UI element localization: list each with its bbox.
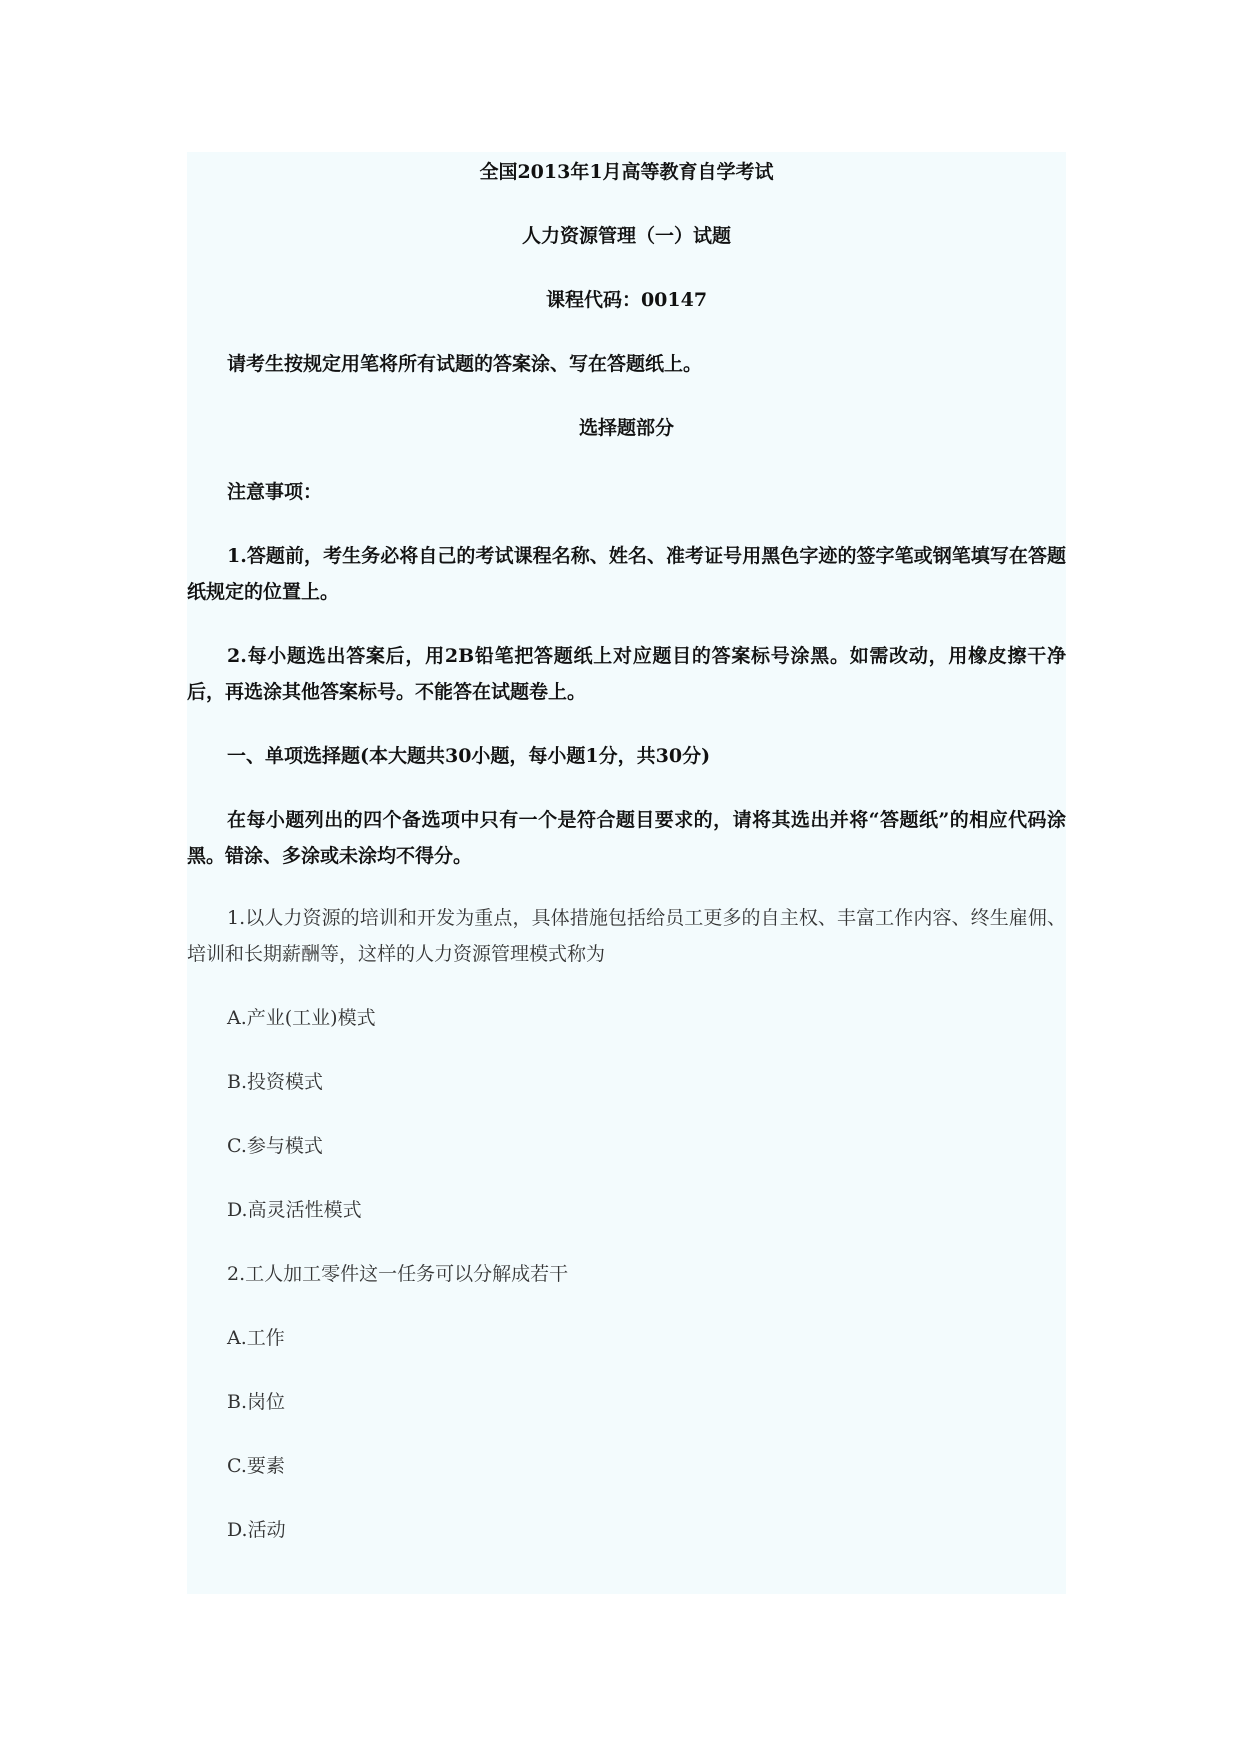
part1-instruction: 在每小题列出的四个备选项中只有一个是符合题目要求的，请将其选出并将“答题纸”的相应代码涂黑。错涂、多涂或未涂均不得分。 [187, 809, 1066, 867]
question-2-option-a: A.工作 [227, 1327, 285, 1349]
answer-instruction: 请考生按规定用笔将所有试题的答案涂、写在答题纸上。 [227, 353, 703, 375]
part1-heading: 一、单项选择题(本大题共30小题，每小题1分，共30分) [227, 745, 711, 767]
section-heading: 选择题部分 [578, 417, 674, 439]
question-1-option-c: C.参与模式 [227, 1135, 323, 1157]
question-1-option-a: A.产业(工业)模式 [227, 1007, 376, 1029]
subject-title: 人力资源管理（一）试题 [521, 225, 731, 247]
exam-title: 全国2013年1月高等教育自学考试 [479, 161, 774, 183]
exam-paper-sheet [187, 152, 1066, 1594]
course-code: 课程代码：00147 [545, 289, 708, 311]
note-2: 2.每小题选出答案后，用2B铅笔把答题纸上对应题目的答案标号涂黑。如需改动，用橡皮擦干净后，再选涂其他答案标号。不能答在试题卷上。 [187, 645, 1066, 703]
question-1-option-d: D.高灵活性模式 [227, 1199, 362, 1221]
question-1-stem: 1.以人力资源的培训和开发为重点，具体措施包括给员工更多的自主权、丰富工作内容、终生雇佣、培训和长期薪酬等，这样的人力资源管理模式称为 [187, 907, 1066, 965]
question-2-option-b: B.岗位 [227, 1391, 286, 1413]
question-1-option-b: B.投资模式 [227, 1071, 324, 1093]
question-2-option-d: D.活动 [227, 1519, 286, 1541]
note-1: 1.答题前，考生务必将自己的考试课程名称、姓名、准考证号用黑色字迹的签字笔或钢笔填写在答题纸规定的位置上。 [187, 545, 1066, 603]
question-2-option-c: C.要素 [227, 1455, 285, 1477]
question-2-stem: 2.工人加工零件这一任务可以分解成若干 [227, 1263, 569, 1285]
notes-heading: 注意事项： [227, 481, 323, 503]
